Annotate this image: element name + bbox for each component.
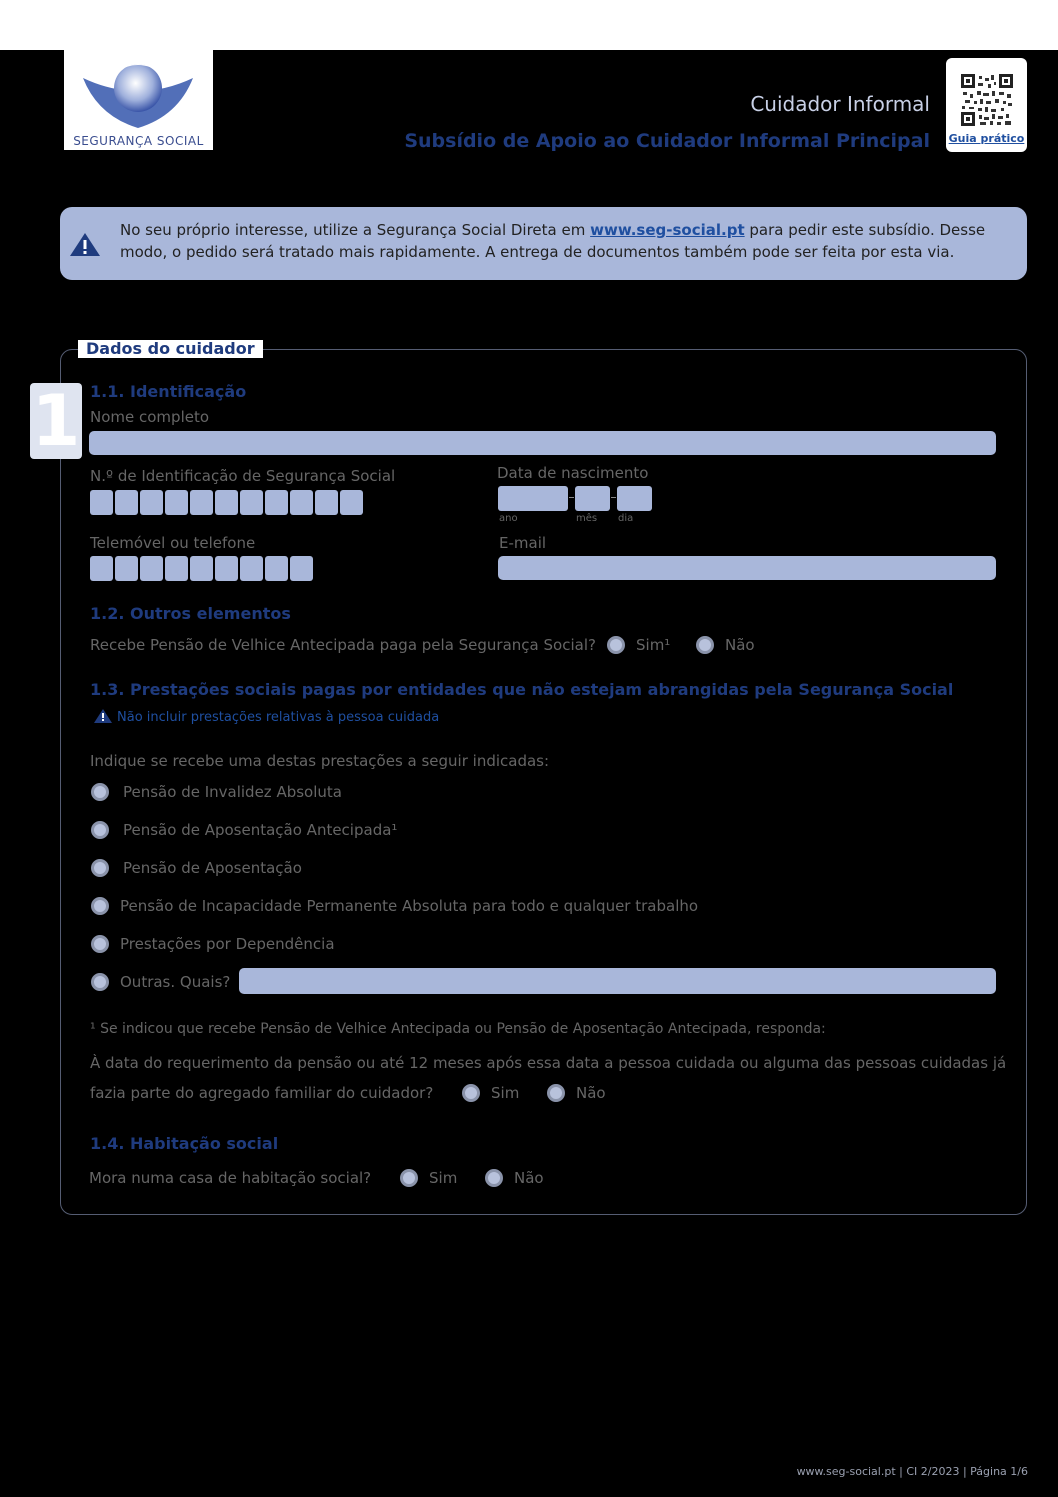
phone-field[interactable] bbox=[90, 556, 320, 582]
household-yes-radio[interactable] bbox=[462, 1084, 480, 1102]
section-title: Dados do cuidador bbox=[78, 340, 263, 358]
niss-digit[interactable] bbox=[165, 490, 188, 515]
niss-digit[interactable] bbox=[140, 490, 163, 515]
birth-year-field[interactable] bbox=[498, 486, 568, 511]
benefit-radio-incapacidade[interactable] bbox=[91, 897, 109, 915]
guide-link-label[interactable]: Guia prático bbox=[948, 132, 1025, 145]
heading-outros-elementos: 1.2. Outros elementos bbox=[90, 604, 291, 623]
niss-digit[interactable] bbox=[340, 490, 363, 515]
benefit-label-outras: Outras. Quais? bbox=[120, 973, 231, 991]
top-margin bbox=[0, 0, 1058, 50]
email-label: E-mail bbox=[499, 534, 547, 552]
benefit-radio-dependencia[interactable] bbox=[91, 935, 109, 953]
social-housing-no-radio[interactable] bbox=[485, 1169, 503, 1187]
month-hint: mês bbox=[576, 513, 598, 524]
page-footer: www.seg-social.pt | CI 2/2023 | Página 1/6 bbox=[796, 1465, 1028, 1478]
phone-digit[interactable] bbox=[140, 556, 163, 581]
phone-digit[interactable] bbox=[190, 556, 213, 581]
section-number: 1 bbox=[31, 380, 81, 462]
birth-day-field[interactable] bbox=[617, 486, 652, 511]
niss-digit[interactable] bbox=[190, 490, 213, 515]
birthdate-label: Data de nascimento bbox=[497, 464, 649, 482]
benefit-label-aposentacao: Pensão de Aposentação bbox=[123, 859, 302, 877]
logo-text: SEGURANÇA SOCIAL bbox=[73, 134, 204, 148]
phone-digit[interactable] bbox=[215, 556, 238, 581]
notice-text: No seu próprio interesse, utilize a Segurança Social Direta em www.seg-social.pt para pedir este subsídio. Desse modo, o pedido será tratado mais rapidamente. A entrega de documentos também pode ser feita por esta via. bbox=[120, 221, 986, 261]
benefit-label-dependencia: Prestações por Dependência bbox=[120, 935, 335, 953]
phone-digit[interactable] bbox=[115, 556, 138, 581]
email-field[interactable] bbox=[498, 556, 996, 580]
phone-digit[interactable] bbox=[290, 556, 313, 581]
niss-digit[interactable] bbox=[315, 490, 338, 515]
social-housing-yes-label: Sim bbox=[429, 1169, 458, 1187]
date-separator bbox=[569, 497, 574, 498]
warning-icon bbox=[66, 229, 104, 259]
social-housing-question: Mora numa casa de habitação social? bbox=[89, 1169, 372, 1187]
form-title: Subsídio de Apoio ao Cuidador Informal Principal bbox=[404, 130, 930, 152]
early-pension-no-radio[interactable] bbox=[696, 636, 714, 654]
warning-icon bbox=[93, 708, 113, 724]
early-pension-no-label: Não bbox=[725, 636, 755, 654]
heading-prestacoes: 1.3. Prestações sociais pagas por entidades que não estejam abrangidas pela Segurança Social bbox=[90, 680, 954, 699]
heading-identificacao: 1.1. Identificação bbox=[90, 382, 247, 401]
other-benefits-field[interactable] bbox=[239, 968, 996, 994]
phone-digit[interactable] bbox=[240, 556, 263, 581]
logo-emblem-icon bbox=[78, 56, 198, 136]
household-question-line2: fazia parte do agregado familiar do cuidador? bbox=[90, 1084, 434, 1102]
niss-digit[interactable] bbox=[240, 490, 263, 515]
qr-code-icon bbox=[961, 74, 1013, 126]
phone-digit[interactable] bbox=[165, 556, 188, 581]
social-housing-no-label: Não bbox=[514, 1169, 544, 1187]
benefit-radio-aposentacao[interactable] bbox=[91, 859, 109, 877]
benefit-radio-outras[interactable] bbox=[91, 973, 109, 991]
logo bbox=[64, 50, 213, 150]
niss-digit[interactable] bbox=[115, 490, 138, 515]
exclusion-warning: Não incluir prestações relativas à pessoa cuidada bbox=[93, 708, 439, 725]
benefit-radio-invalidez[interactable] bbox=[91, 783, 109, 801]
benefit-label-invalidez: Pensão de Invalidez Absoluta bbox=[123, 783, 342, 801]
birth-month-field[interactable] bbox=[575, 486, 610, 511]
phone-label: Telemóvel ou telefone bbox=[90, 534, 256, 552]
form-category: Cuidador Informal bbox=[750, 92, 930, 116]
year-hint: ano bbox=[499, 513, 518, 524]
full-name-field[interactable] bbox=[89, 431, 996, 455]
niss-label: N.º de Identificação de Segurança Social bbox=[90, 467, 396, 485]
household-question-line1: À data do requerimento da pensão ou até 12 meses após essa data a pessoa cuidada ou alguma das pessoas cuidadas já bbox=[90, 1054, 1007, 1072]
footnote: ¹ Se indicou que recebe Pensão de Velhice Antecipada ou Pensão de Aposentação Antecipada, responda: bbox=[90, 1021, 826, 1037]
day-hint: dia bbox=[618, 513, 634, 524]
niss-field[interactable] bbox=[90, 490, 370, 516]
phone-digit[interactable] bbox=[90, 556, 113, 581]
benefit-label-aposentacao-antecipada: Pensão de Aposentação Antecipada¹ bbox=[123, 821, 398, 839]
niss-digit[interactable] bbox=[215, 490, 238, 515]
social-housing-yes-radio[interactable] bbox=[400, 1169, 418, 1187]
early-pension-yes-label: Sim¹ bbox=[636, 636, 671, 654]
niss-digit[interactable] bbox=[290, 490, 313, 515]
benefit-label-incapacidade: Pensão de Incapacidade Permanente Absoluta para todo e qualquer trabalho bbox=[120, 897, 699, 915]
household-no-label: Não bbox=[576, 1084, 606, 1102]
heading-habitacao-social: 1.4. Habitação social bbox=[90, 1134, 279, 1153]
benefits-intro: Indique se recebe uma destas prestações a seguir indicadas: bbox=[90, 752, 550, 770]
household-yes-label: Sim bbox=[491, 1084, 520, 1102]
benefit-radio-aposentacao-antecipada[interactable] bbox=[91, 821, 109, 839]
niss-digit[interactable] bbox=[90, 490, 113, 515]
guide-qr-link[interactable] bbox=[946, 58, 1027, 152]
date-separator bbox=[611, 497, 616, 498]
early-pension-yes-radio[interactable] bbox=[607, 636, 625, 654]
early-pension-question: Recebe Pensão de Velhice Antecipada paga pela Segurança Social? bbox=[90, 636, 596, 654]
household-no-radio[interactable] bbox=[547, 1084, 565, 1102]
name-label: Nome completo bbox=[90, 408, 210, 426]
notice-banner bbox=[60, 207, 1027, 280]
seg-social-link[interactable]: www.seg-social.pt bbox=[590, 221, 745, 239]
phone-digit[interactable] bbox=[265, 556, 288, 581]
niss-digit[interactable] bbox=[265, 490, 288, 515]
